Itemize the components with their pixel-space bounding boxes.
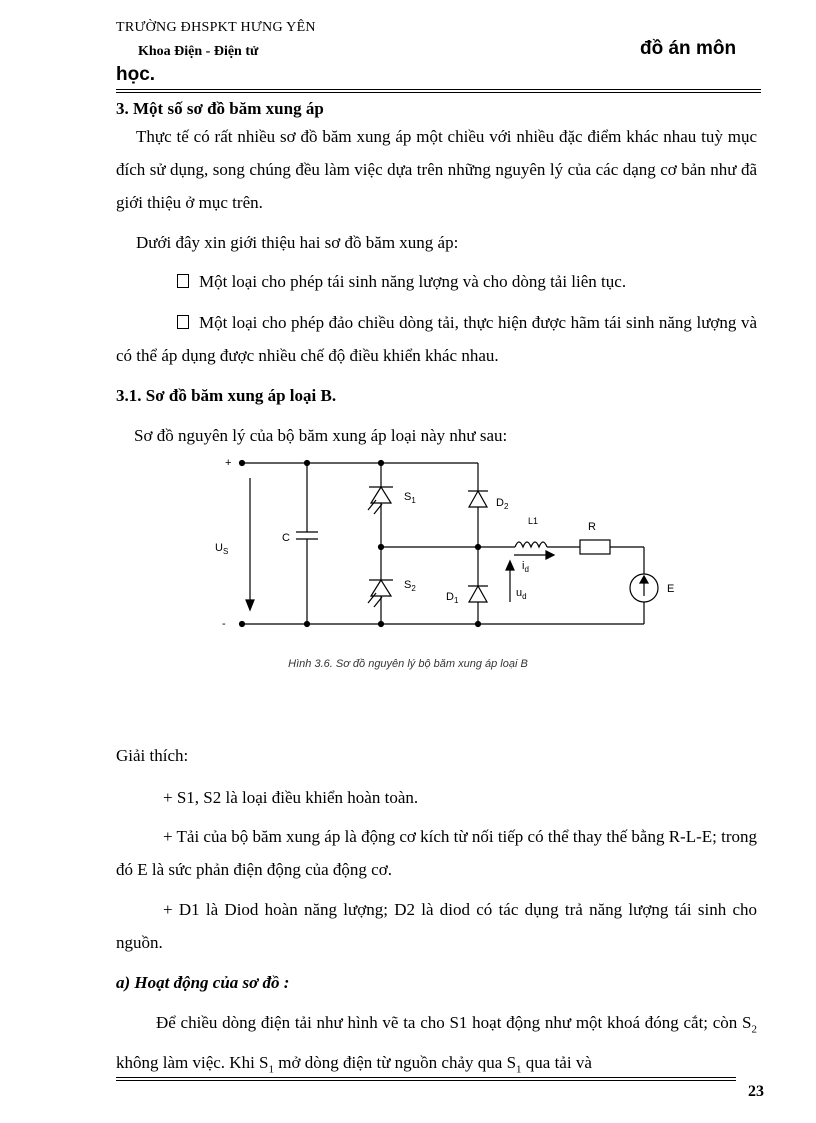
r-label: R — [588, 521, 596, 533]
us-label: $U_S$ — [215, 542, 229, 556]
inductor-l1-coil — [515, 542, 547, 547]
l1-label: L1 — [528, 516, 539, 526]
operation-heading: a) Hoạt động của sơ đồ : — [116, 973, 290, 992]
bullet-text: Một loại cho phép tái sinh năng lượng và cho dòng tải liên tục. — [199, 272, 627, 291]
document-type-continued: học. — [116, 64, 156, 85]
s2-label: $S_2$ — [404, 579, 416, 593]
footer-rule-bottom — [116, 1080, 736, 1081]
document-type: đồ án môn — [640, 38, 737, 59]
operation-paragraph: Để chiều dòng điện tải như hình vẽ ta cho S1 hoạt động như một khoá đóng cắt; còn $S_2$ không làm việc. Khi $S_1$ mở dòng điện từ nguồn chảy qua $S_1$ qua tải và — [116, 1013, 757, 1076]
page-number: 23 — [748, 1083, 764, 1100]
plus-terminal — [240, 461, 245, 466]
footer-rule-top — [116, 1077, 736, 1078]
figure-caption: Hình 3.6. Sơ đồ nguyên lý bộ băm xung áp loại B — [288, 658, 528, 670]
e-label: E — [667, 583, 675, 595]
faculty-name: Khoa Điện - Điện tử — [138, 44, 259, 59]
school-name: TRƯỜNG ĐHSPKT HƯNG YÊN — [116, 20, 316, 35]
ud-label: $u_d$ — [516, 587, 527, 601]
s1-switch-symbol — [371, 487, 391, 503]
minus-label: - — [222, 618, 226, 630]
junction-dot — [379, 545, 384, 550]
explanation-title: Giải thích: — [116, 746, 189, 765]
id-label: $i_d$ — [522, 560, 529, 574]
minus-terminal — [240, 622, 245, 627]
c-label: C — [282, 532, 290, 544]
junction-dot — [379, 461, 384, 466]
s1-label: $S_1$ — [404, 491, 416, 505]
emf-arrowhead — [640, 576, 648, 583]
explanation-item-3: + D1 là Diod hoàn năng lượng; D2 là diod có tác dụng trả năng lượng tái sinh cho nguồn. — [116, 900, 757, 952]
d2-label: $D_2$ — [496, 497, 509, 511]
intro-paragraph: Thực tế có rất nhiều sơ đồ băm xung áp một chiều với nhiều đặc điểm khác nhau tuỳ mục đích sử dụng, song chúng đều làm việc dựa trên những nguyên lý của các dạng cơ bản như đã giới thiệu ở mục trên. — [116, 127, 757, 212]
id-arrowhead — [546, 551, 554, 559]
resistor-r — [580, 540, 610, 554]
junction-dot — [379, 622, 384, 627]
explanation-item-2: + Tải của bộ băm xung áp là động cơ kích từ nối tiếp có thể thay thế bằng R-L-E; trong đó E là sức phản điện động của động cơ. — [116, 827, 757, 879]
d2-diode-symbol — [469, 491, 487, 507]
subsection-lead: Sơ đồ nguyên lý của bộ băm xung áp loại này như sau: — [134, 426, 508, 445]
d1-diode-symbol — [469, 586, 487, 602]
bullet-text: Một loại cho phép đảo chiều dòng tải, thực hiện được hãm tái sinh năng lượng và có thể áp dụng được nhiều chế độ điều khiển khác nhau. — [116, 313, 757, 365]
junction-dot — [305, 622, 310, 627]
junction-dot — [305, 461, 310, 466]
lead-paragraph: Dưới đây xin giới thiệu hai sơ đồ băm xung áp: — [136, 233, 459, 252]
explanation-item-1: + S1, S2 là loại điều khiển hoàn toàn. — [163, 788, 419, 807]
subsection-heading: 3.1. Sơ đồ băm xung áp loại B. — [116, 386, 337, 405]
junction-dot — [476, 545, 481, 550]
section-heading: 3. Một số sơ đồ băm xung áp — [116, 99, 324, 118]
s2-switch-symbol — [371, 580, 391, 596]
ud-arrowhead — [506, 561, 514, 570]
plus-label: + — [225, 457, 232, 469]
d1-label: $D_1$ — [446, 591, 459, 605]
us-arrowhead — [246, 600, 254, 610]
junction-dot — [476, 622, 481, 627]
